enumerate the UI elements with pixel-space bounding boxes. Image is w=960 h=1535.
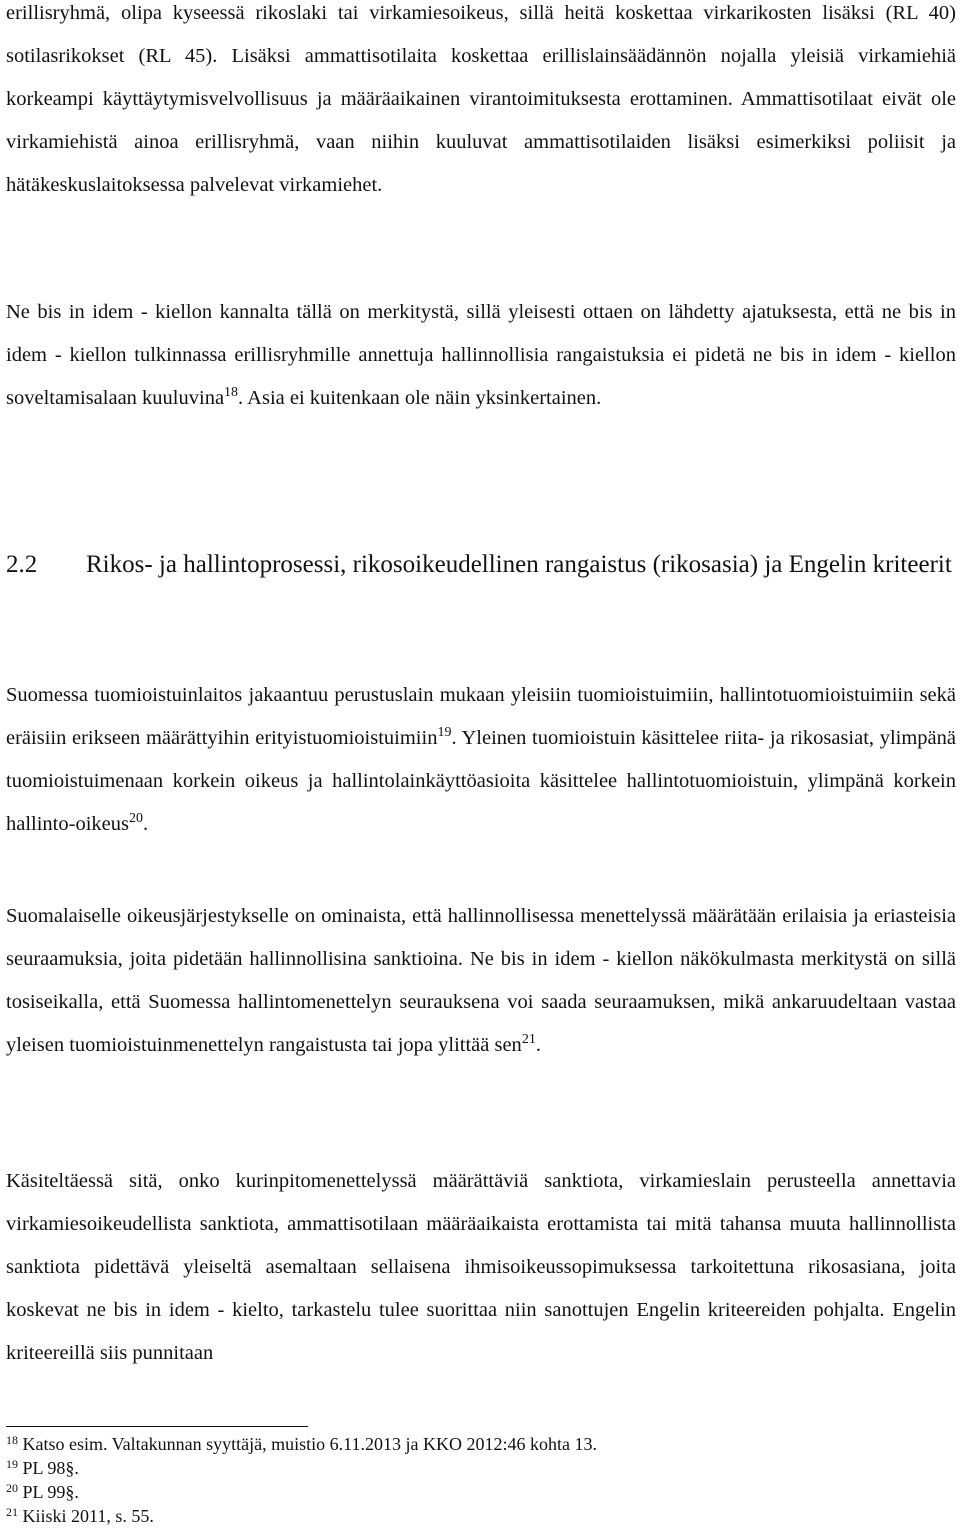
footnote-number: 21	[6, 1505, 18, 1519]
paragraph-tuomioistuinlaitos	[6, 674, 956, 846]
paragraph-text: . Asia ei kuitenkaan ole näin yksinkertainen.	[238, 387, 602, 409]
footnote-item	[6, 1504, 956, 1528]
footnote-item	[6, 1456, 956, 1480]
paragraph-text: . Yleinen tuomioistuin käsittelee riita- ja rikosasiat, ylimpänä tuomioistuimenaan korkein oikeus ja hallintolainkäyttöasioita käsittelee hallintotuomioistuin, ylimpänä korkein hallinto-oikeus	[6, 727, 956, 835]
footnote-number: 18	[6, 1433, 18, 1447]
paragraph-text: Ne bis in idem - kiellon kannalta tällä on merkitystä, sillä yleisesti ottaen on lähdetty ajatuksesta, että ne bis in idem - kiellon tulkinnassa erillisryhmille annettuja hallinnollisia rangaistuksia ei pidetä ne bis in idem - kiellon soveltamisalaan kuuluvina	[6, 301, 956, 409]
footnote-item	[6, 1480, 956, 1504]
paragraph-engelin-kriteerit	[6, 1160, 956, 1375]
footnote-text: PL 99§.	[18, 1482, 79, 1502]
footnote-text: PL 98§.	[18, 1458, 79, 1478]
paragraph-text: erillisryhmä, olipa kyseessä rikoslaki tai virkamiesoikeus, sillä heitä koskettaa virkarikosten lisäksi (RL 40) sotilasrikokset (RL 45). Lisäksi ammattisotilaita koskettaa erillislainsäädännön nojalla yleisiä virkamiehiä korkeampi käyttäytymisvelvollisuus ja määräaikainen virantoimituksesta erottaminen. Ammattisotilaat eivät ole virkamiehistä ainoa erillisryhmä, vaan niihin kuuluvat ammattisotilaiden lisäksi esimerkiksi poliisit ja hätäkeskuslaitoksessa palvelevat virkamiehet.	[6, 2, 956, 196]
footnote-item	[6, 1432, 956, 1456]
paragraph-text: .	[535, 1034, 541, 1056]
footnote-text: Kiiski 2011, s. 55.	[18, 1506, 154, 1526]
section-title: Rikos- ja hallintoprosessi, rikosoikeudellinen rangaistus (rikosasia) ja Engelin kriteerit	[86, 551, 952, 578]
footnote-text: Katso esim. Valtakunnan syyttäjä, muistio 6.11.2013 ja KKO 2012:46 kohta 13.	[18, 1434, 597, 1454]
paragraph-text: Suomessa tuomioistuinlaitos jakaantuu perustuslain mukaan yleisiin tuomioistuimiin, hallintotuomioistuimiin sekä eräisiin erikseen määrättyihin erityistuomioistuimiin	[6, 684, 956, 749]
paragraph-erillisryhma	[6, 0, 956, 207]
paragraph-text: .	[142, 813, 149, 835]
footnote-ref-19[interactable]: 19	[437, 725, 452, 740]
footnote-ref-18[interactable]: 18	[224, 385, 239, 400]
section-number: 2.2	[6, 551, 38, 578]
paragraph-text: Suomalaiselle oikeusjärjestykselle on ominaista, että hallinnollisessa menettelyssä määrätään erilaisia ja eriasteisia seuraamuksia, joita pidetään hallinnollisina sanktioina. Ne bis in idem - kiellon näkökulmasta merkitystä on sillä tosiseikalla, että Suomessa hallintomenettelyn seurauksena voi saada seuraamuksen, mikä ankaruudeltaan vastaa yleisen tuomioistuinmenettelyn rangaistusta tai jopa ylittää sen	[6, 905, 956, 1056]
paragraph-text: Käsiteltäessä sitä, onko kurinpitomenettelyssä määrättäviä sanktiota, virkamieslain perusteella annettavia virkamiesoikeudellista sanktiota, ammattisotilaan määräaikaista erottamista tai mitä tahansa muuta hallinnollista sanktiota pidettävä yleiseltä asemaltaan sellaisena ihmisoikeussopimuksessa tarkoitettuna rikosasiana, joita koskevat ne bis in idem - kielto, tarkastelu tulee suorittaa niin sanottujen Engelin kriteereiden pohjalta. Engelin kriteereillä siis punnitaan	[6, 1170, 956, 1364]
footnote-number: 19	[6, 1457, 18, 1471]
section-heading	[6, 540, 956, 590]
footnote-separator	[6, 1426, 308, 1427]
footnote-number: 20	[6, 1481, 18, 1495]
paragraph-hallinnolliset-sanktiot	[6, 895, 956, 1067]
paragraph-ne-bis-in-idem	[6, 291, 956, 420]
footnote-list	[6, 1432, 956, 1528]
footnote-ref-21[interactable]: 21	[521, 1032, 536, 1047]
footnote-ref-20[interactable]: 20	[128, 811, 143, 826]
